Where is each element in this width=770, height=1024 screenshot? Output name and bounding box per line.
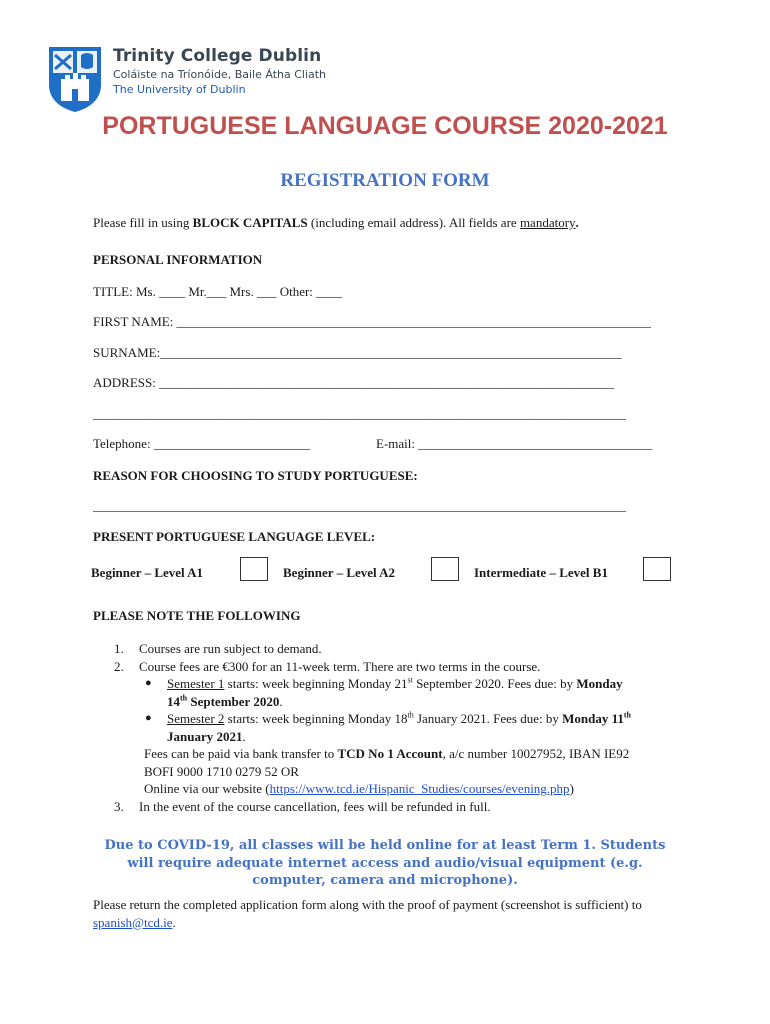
semester-2-due-month: January 2021 [167,728,243,744]
note-2-text: Course fees are €300 for an 11-week term. There are two terms in the course. [139,658,541,674]
instructions [93,215,579,231]
level-b1-label: Intermediate – Level B1 [474,565,608,580]
instructions-text: Please fill in using [93,215,193,230]
semester-1-end: . [279,693,283,709]
instructions-text-mid: (including email address). All fields are [307,215,520,230]
notes-list [93,640,693,815]
level-a1-checkbox[interactable] [240,557,268,581]
instructions-mandatory: mandatory [519,215,576,230]
institution-irish-name: Coláiste na Tríonóide, Baile Átha Cliath [113,68,327,81]
level-a1-label: Beginner – Level A1 [91,565,204,580]
covid-notice: Due to COVID-19, all classes will be held online for at least Term 1. Students will require adequate internet access and audio/visual equipment (e.g. computer, camera and microphone). [104,838,666,888]
payment-info [93,745,693,798]
list-item: 1. Courses are run subject to demand. [114,641,322,656]
semester-2-item [93,710,693,745]
instructions-caps: BLOCK CAPITALS [192,215,308,230]
semester-1-text-b: September 2020. Fees due: by [412,676,577,691]
semester-2-end: . [242,728,246,744]
semester-1-due-day: Monday [576,676,623,691]
semester-2-label: Semester 2 [167,711,225,726]
title-field[interactable]: TITLE: Ms. ____ Mr.___ Mrs. ___ Other: ____ [93,284,343,299]
reason-field[interactable]: __________________________________________________________________________________ [93,498,626,513]
telephone-field[interactable]: Telephone: ________________________ [93,436,310,451]
list-item: 2. Course fees are €300 for an 11-week term. There are two terms in the course. [114,658,541,674]
semester-1-due-date: 14 [167,693,180,709]
instructions-end: . [575,215,579,230]
course-website-link[interactable]: https://www.tcd.ie/Hispanic_Studies/courses/evening.php [269,781,570,796]
semester-1-due-month: September 2020 [187,693,280,709]
level-heading: PRESENT PORTUGUESE LANGUAGE LEVEL: [93,529,376,544]
closing-end: . [172,914,176,930]
contact-email-link[interactable]: spanish@tcd.ie [93,914,173,930]
note-3-text: In the event of the course cancellation, fees will be refunded in full. [139,798,491,814]
bullet-icon: ● [145,712,152,724]
email-field[interactable]: E-mail: ____________________________________ [376,436,653,451]
list-item: 3. In the event of the course cancellation, fees will be refunded in full. [114,798,491,814]
page-title: PORTUGUESE LANGUAGE COURSE 2020-2021 [102,112,668,140]
note-1-text: Courses are run subject to demand. [139,641,322,656]
first-name-field[interactable]: FIRST NAME: _________________________________________________________________________ [93,314,652,329]
semester-2-text-b: January 2021. Fees due: by [413,711,563,726]
tcd-crest-logo [47,45,103,113]
level-a2-checkbox[interactable] [431,557,459,581]
form-subtitle: REGISTRATION FORM [280,170,490,191]
surname-field[interactable]: SURNAME:_______________________________________________________________________ [93,345,622,360]
address-field-line-2[interactable]: __________________________________________________________________________________ [93,406,626,421]
payment-account: TCD No 1 Account [337,746,443,761]
semester-2-sup: th [407,710,414,720]
university-name: The University of Dublin [113,83,246,96]
level-b1-checkbox[interactable] [643,557,671,581]
semester-2-text: starts: week beginning Monday 18 [224,711,408,726]
semester-1-sup: st [407,675,413,685]
online-payment-text: Online via our website ( [144,781,270,796]
level-a2-label: Beginner – Level A2 [283,565,396,580]
payment-text: Fees can be paid via bank transfer to [144,746,338,761]
semester-1-item [93,675,693,710]
institution-wordmark [113,45,326,98]
address-field[interactable]: ADDRESS: ______________________________________________________________________ [93,375,615,390]
personal-info-heading: PERSONAL INFORMATION [93,252,263,267]
online-payment-end: ) [569,781,574,796]
notes-heading: PLEASE NOTE THE FOLLOWING [93,608,301,623]
semester-1-due-sup: th [180,693,188,703]
semester-2-due-day: Monday 11 [562,711,624,726]
semester-2-due-sup: th [623,710,631,720]
closing-instructions [93,896,653,931]
semester-1-label: Semester 1 [167,676,225,691]
payment-iban-cont: BOFI 9000 1710 0279 52 OR [144,763,299,779]
bullet-icon: ● [145,677,152,689]
semester-1-text: starts: week beginning Monday 21 [224,676,408,691]
closing-text: Please return the completed application form along with the proof of payment (screenshot is sufficient) to [93,897,642,912]
reason-heading: REASON FOR CHOOSING TO STUDY PORTUGUESE: [93,468,418,483]
institution-name: Trinity College Dublin [113,46,322,66]
payment-account-number: , a/c number 10027952, IBAN IE92 [442,746,630,761]
